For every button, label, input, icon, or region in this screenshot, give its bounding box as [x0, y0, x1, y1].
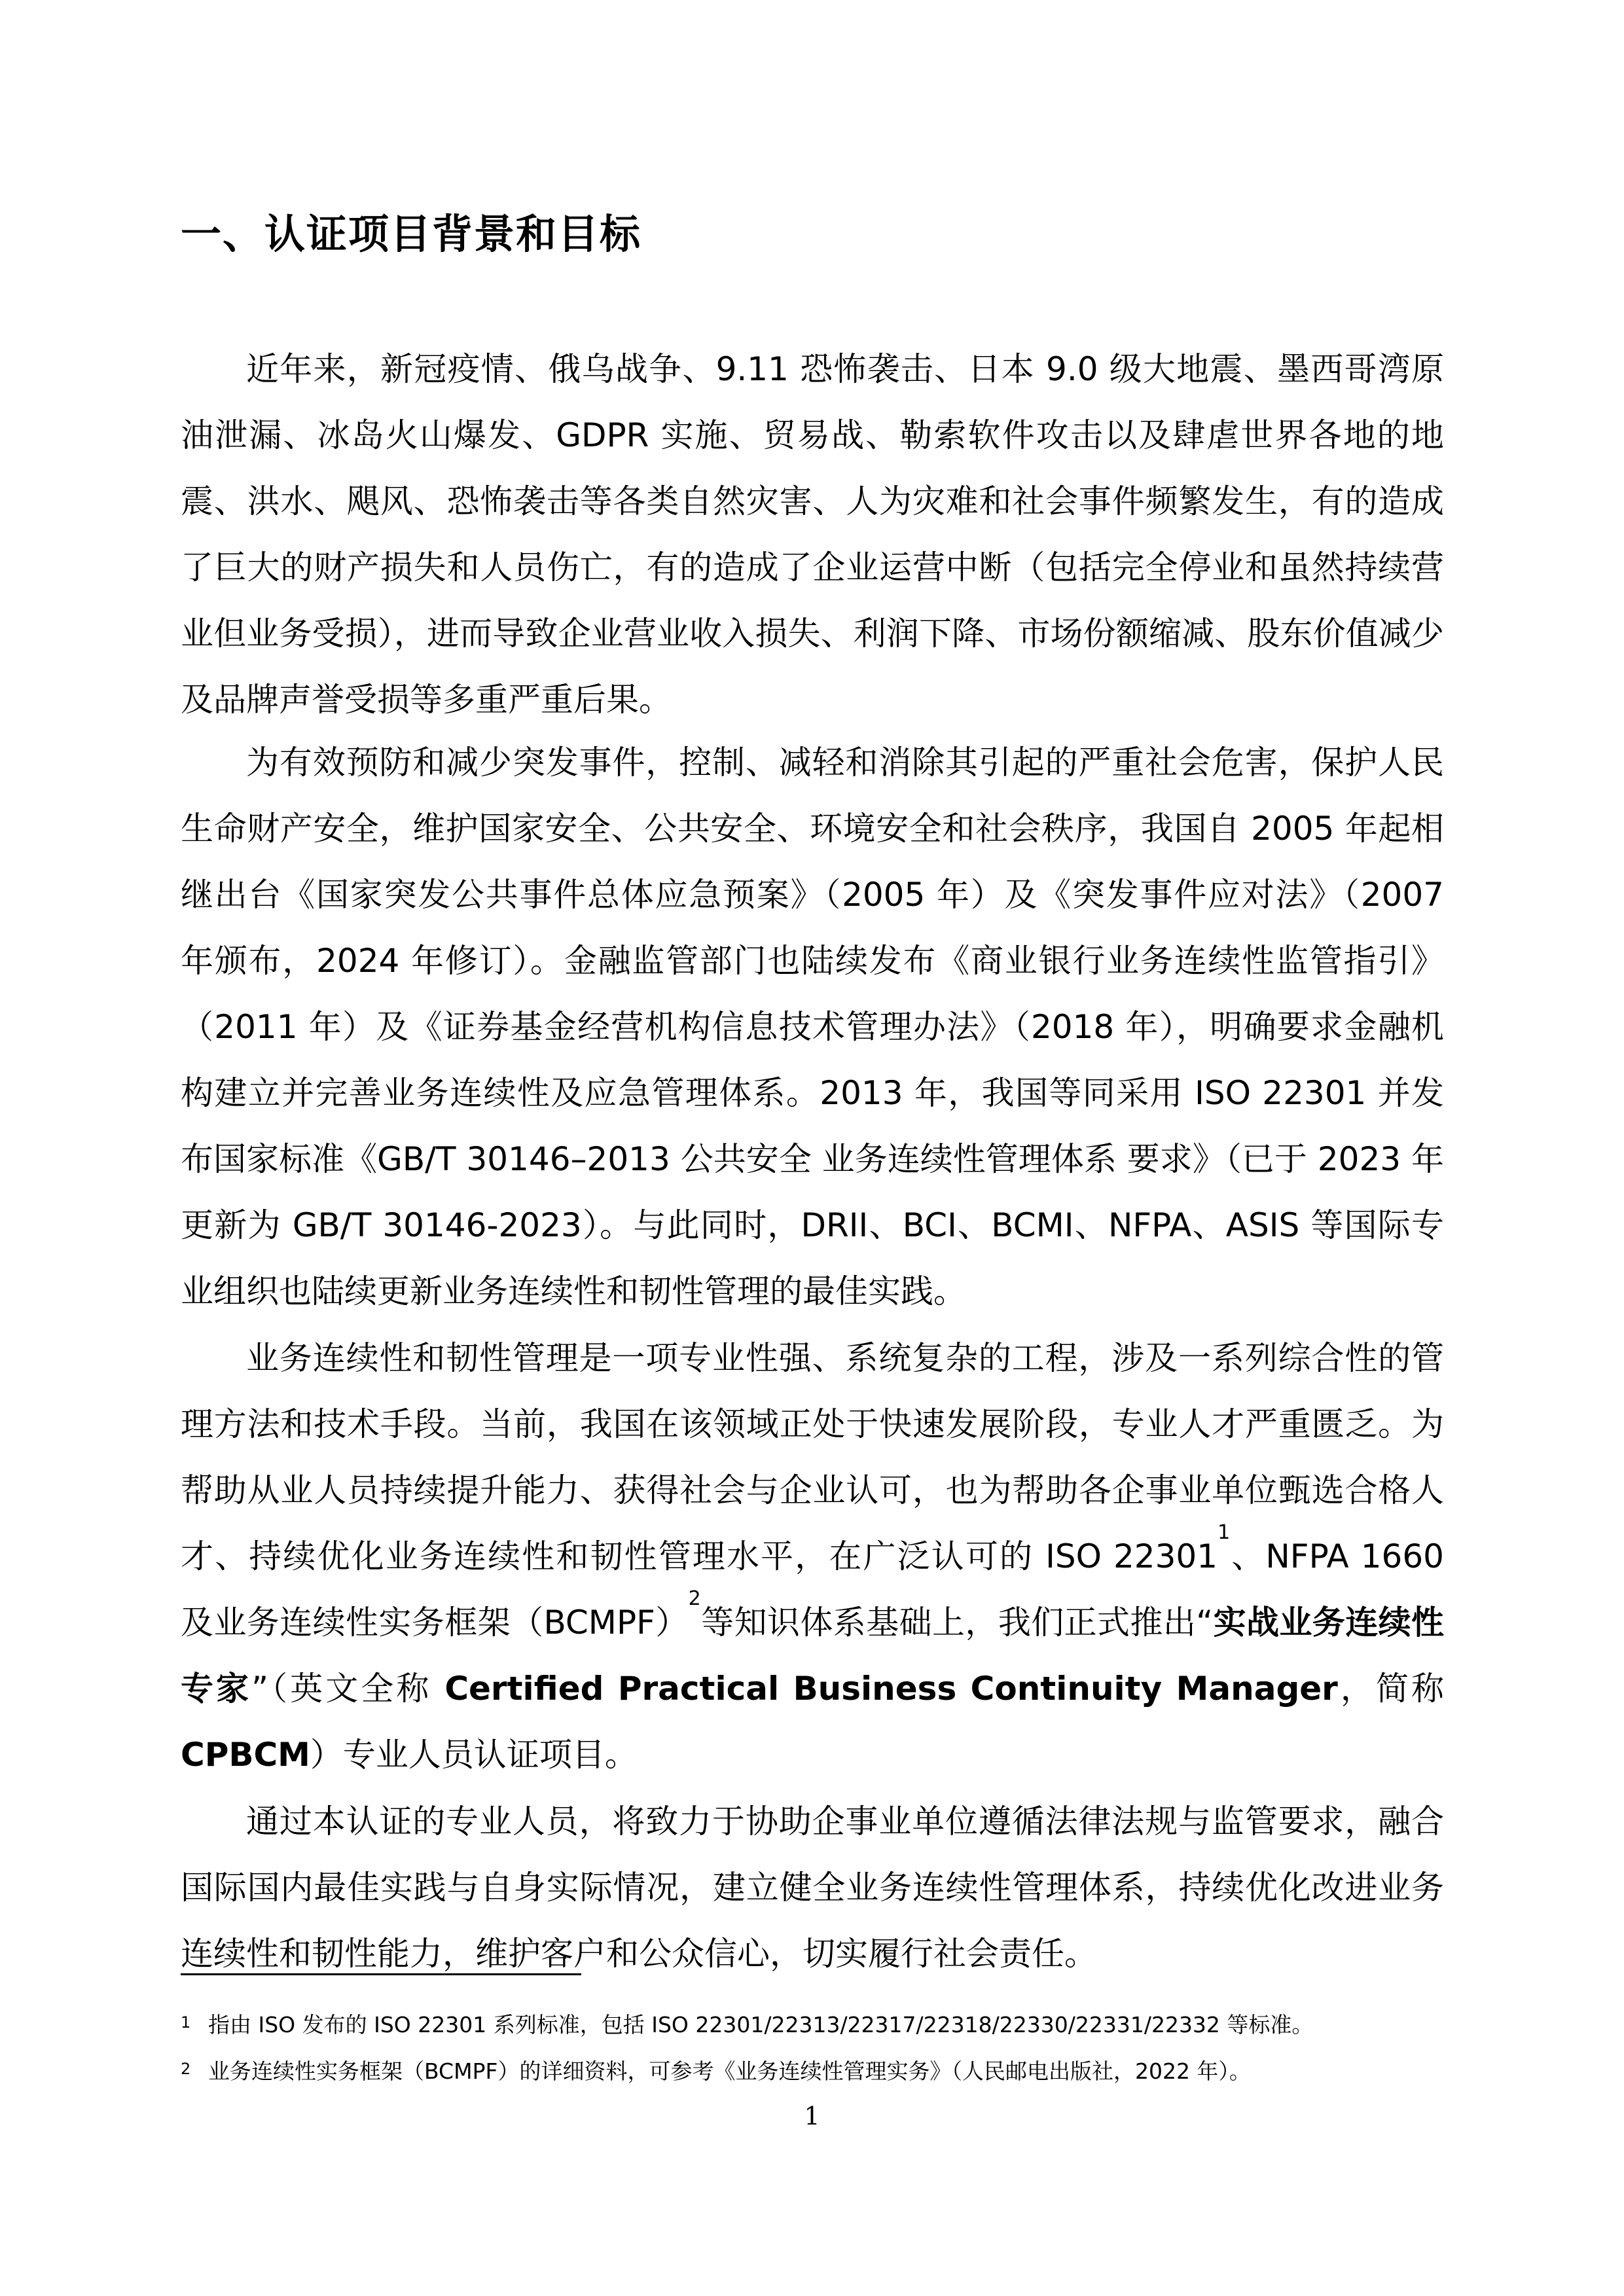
- footnote-2-mark: 2: [181, 2060, 191, 2078]
- footnote-1-mark: 1: [181, 2013, 191, 2032]
- footnote-1-text: 指由 ISO 发布的 ISO 22301 系列标准，包括 ISO 22301/22313/22317/22318/22330/22331/22332 等标准。: [208, 2012, 1314, 2037]
- paragraph-background: 近年来，新冠疫情、俄乌战争、9.11 恐怖袭击、日本 9.0 级大地震、墨西哥湾原油泄漏、冰岛火山爆发、GDPR 实施、贸易战、勒索软件攻击以及肆虐世界各地的地震、洪水、飓风、恐怖袭击等各类自然灾害、人为灾难和社会事件频繁发生，有的造成了巨大的财产损失和人员伤亡，有的造成了企业运营中断（包括完全停业和虽然持续营业但业务受损），进而导致企业营业收入损失、利润下降、市场份额缩减、股东价值减少及品牌声誉受损等多重严重后果。: [181, 350, 1444, 719]
- paragraph-regulations: 为有效预防和减少突发事件，控制、减轻和消除其引起的严重社会危害，保护人民生命财产安全，维护国家安全、公共安全、环境安全和社会秩序，我国自 2005 年起相继出台《国家突发公共事件总体应急预案》（2005 年）及《突发事件应对法》（2007 年颁布，2024 年修订）。金融监管部门也陆续发布《商业银行业务连续性监管指引》（2011 年）及《证券基金经营机构信息技术管理办法》（2018 年），明确要求金融机构建立并完善业务连续性及应急管理体系。2013 年，我国等同采用 ISO 22301 并发布国家标准《GB/T 30146–2013 公共安全 业务连续性管理体系 要求》（已于 2023 年更新为 GB/T 30146-2023）。与此同时，DRII、BCI、BCMI、NFPA、ASIS 等国际专业组织也陆续更新业务连续性和韧性管理的最佳实践。: [181, 744, 1444, 1310]
- p3-text-4: ”（英文全称: [251, 1670, 445, 1708]
- p3-text-6: ）专业人员认证项目。: [310, 1736, 638, 1774]
- footnote-2: [181, 2056, 1444, 2087]
- footnote-ref-2: 2: [688, 1587, 701, 1610]
- footnote-separator: [181, 1973, 581, 1975]
- p3-text-2: 、NFPA 1660 及业务连续性实务框架（BCMPF）: [181, 1537, 1444, 1641]
- paragraph-goals: 通过本认证的专业人员，将致力于协助企事业单位遵循法律法规与监管要求，融合国际国内最佳实践与自身实际情况，建立健全业务连续性管理体系，持续优化改进业务连续性和韧性能力，维护客户和公众信心，切实履行社会责任。: [181, 1803, 1444, 1973]
- footnote-ref-1: 1: [1218, 1521, 1231, 1544]
- p3-text-1: 业务连续性和韧性管理是一项专业性强、系统复杂的工程，涉及一系列综合性的管理方法和技术手段。当前，我国在该领域正处于快速发展阶段，专业人才严重匮乏。为帮助从业人员持续提升能力、获得社会与企业认可，也为帮助各企事业单位甄选合格人才、持续优化业务连续性和韧性管理水平，在广泛认可的 ISO 22301: [181, 1339, 1444, 1575]
- footnote-2-text: 业务连续性实务框架（BCMPF）的详细资料，可参考《业务连续性管理实务》（人民邮电出版社，2022 年）。: [208, 2058, 1251, 2084]
- p3-text-3: 等知识体系基础上，我们正式推出“: [700, 1604, 1214, 1641]
- paragraph-certification-intro: [181, 1325, 1444, 1788]
- cert-name-en: Certified Practical Business Continuity Manager: [444, 1670, 1338, 1708]
- p3-text-5: ，简称: [1337, 1670, 1445, 1708]
- cert-abbreviation: CPBCM: [181, 1736, 310, 1774]
- cert-name-cn: 实战业务连续性专家: [181, 1604, 1445, 1708]
- section-heading: 一、认证项目背景和目标: [181, 210, 642, 258]
- page-number: 1: [804, 2102, 820, 2130]
- footnote-1: [181, 2009, 1444, 2041]
